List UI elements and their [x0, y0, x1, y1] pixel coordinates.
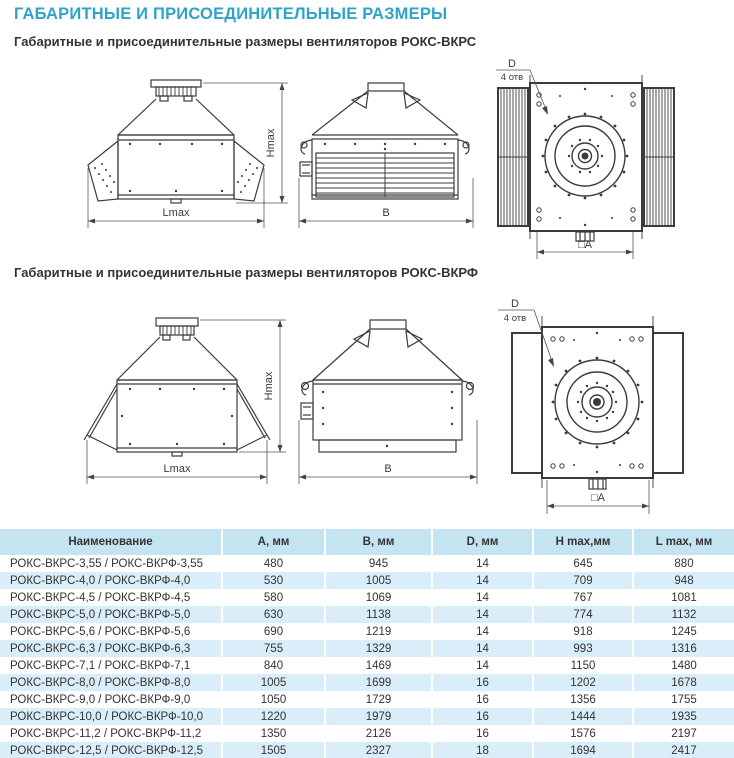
table-row: [0, 708, 734, 725]
model-name-cell: РОКС-ВКРС-8,0 / РОКС-ВКРФ-8,0: [0, 674, 222, 691]
dimension-value-cell: 2197: [633, 725, 734, 742]
dimension-value-cell: 1220: [222, 708, 325, 725]
table-body: [0, 555, 734, 758]
dimension-value-cell: 755: [222, 640, 325, 657]
table-row: [0, 640, 734, 657]
table-row: [0, 674, 734, 691]
model-name-cell: РОКС-ВКРС-4,0 / РОКС-ВКРФ-4,0: [0, 572, 222, 589]
dimension-value-cell: 1005: [325, 572, 432, 589]
dimension-value-cell: 1329: [325, 640, 432, 657]
column-header: Наименование: [0, 529, 222, 555]
dimension-label-a-square: □A: [578, 239, 592, 251]
dimension-value-cell: 1350: [222, 725, 325, 742]
dimension-value-cell: 1316: [633, 640, 734, 657]
model-name-cell: РОКС-ВКРС-6,3 / РОКС-ВКРФ-6,3: [0, 640, 222, 657]
table-row: [0, 572, 734, 589]
dimension-value-cell: 630: [222, 606, 325, 623]
dimension-value-cell: 1219: [325, 623, 432, 640]
dimension-value-cell: 1132: [633, 606, 734, 623]
dimension-value-cell: 2327: [325, 742, 432, 758]
dimension-value-cell: 2126: [325, 725, 432, 742]
table-row: [0, 555, 734, 572]
dimension-value-cell: 1245: [633, 623, 734, 640]
dimension-value-cell: 18: [432, 742, 533, 758]
dimension-label-lmax: Lmax: [162, 207, 190, 219]
table-row: [0, 691, 734, 708]
hole-diameter-label-d: D: [508, 58, 516, 70]
model-name-cell: РОКС-ВКРС-9,0 / РОКС-ВКРФ-9,0: [0, 691, 222, 708]
dimension-value-cell: 1005: [222, 674, 325, 691]
dimension-value-cell: 1138: [325, 606, 432, 623]
model-name-cell: РОКС-ВКРС-5,6 / РОКС-ВКРФ-5,6: [0, 623, 222, 640]
section-subtitle-vkrs: Габаритные и присоединительные размеры вентиляторов РОКС-ВКРС: [14, 34, 477, 49]
dimension-value-cell: 880: [633, 555, 734, 572]
dimension-value-cell: 1150: [533, 657, 633, 674]
dimensions-table: [0, 529, 734, 758]
dimension-value-cell: 14: [432, 623, 533, 640]
model-name-cell: РОКС-ВКРС-12,5 / РОКС-ВКРФ-12,5: [0, 742, 222, 758]
column-header: H max,мм: [533, 529, 633, 555]
dimension-value-cell: 1469: [325, 657, 432, 674]
page-title: ГАБАРИТНЫЕ И ПРИСОЕДИНИТЕЛЬНЫЕ РАЗМЕРЫ: [14, 5, 448, 23]
dimension-value-cell: 16: [432, 674, 533, 691]
dimension-value-cell: 16: [432, 725, 533, 742]
dimension-label-hmax: Hmax: [263, 371, 275, 401]
table-row: [0, 725, 734, 742]
dimension-value-cell: 993: [533, 640, 633, 657]
table-row: [0, 657, 734, 674]
dimension-value-cell: 530: [222, 572, 325, 589]
section-subtitle-vkrf: Габаритные и присоединительные размеры вентиляторов РОКС-ВКРФ: [14, 265, 479, 280]
model-name-cell: РОКС-ВКРС-3,55 / РОКС-ВКРФ-3,55: [0, 555, 222, 572]
dimension-value-cell: 945: [325, 555, 432, 572]
model-name-cell: РОКС-ВКРС-5,0 / РОКС-ВКРФ-5,0: [0, 606, 222, 623]
dimension-value-cell: 14: [432, 640, 533, 657]
dimension-value-cell: 14: [432, 572, 533, 589]
dimension-value-cell: 14: [432, 657, 533, 674]
vkrf-side-view-drawing: [295, 288, 490, 525]
dimension-value-cell: 1694: [533, 742, 633, 758]
hole-count-label: 4 отв: [503, 313, 527, 324]
model-name-cell: РОКС-ВКРС-10,0 / РОКС-ВКРФ-10,0: [0, 708, 222, 725]
dimension-value-cell: 14: [432, 555, 533, 572]
dimension-value-cell: 16: [432, 691, 533, 708]
dimension-label-b: B: [384, 463, 392, 475]
column-header: L max, мм: [633, 529, 734, 555]
dimension-value-cell: 645: [533, 555, 633, 572]
table-row: [0, 742, 734, 758]
hole-count-label: 4 отв: [500, 72, 524, 83]
dimension-value-cell: 1444: [533, 708, 633, 725]
dimension-value-cell: 948: [633, 572, 734, 589]
dimension-value-cell: 709: [533, 572, 633, 589]
dimension-label-hmax: Hmax: [265, 128, 277, 158]
dimension-value-cell: 580: [222, 589, 325, 606]
column-header: В, мм: [325, 529, 432, 555]
table-row: [0, 589, 734, 606]
column-header: D, мм: [432, 529, 533, 555]
dimension-value-cell: 2417: [633, 742, 734, 758]
dimension-value-cell: 1755: [633, 691, 734, 708]
table-row: [0, 606, 734, 623]
dimension-value-cell: 16: [432, 708, 533, 725]
dimension-value-cell: 14: [432, 606, 533, 623]
dimension-value-cell: 1576: [533, 725, 633, 742]
table-row: [0, 623, 734, 640]
dimension-value-cell: 1081: [633, 589, 734, 606]
column-header: А, мм: [222, 529, 325, 555]
dimension-label-b: B: [382, 207, 390, 219]
dimension-label-lmax: Lmax: [163, 463, 191, 475]
dimension-value-cell: 480: [222, 555, 325, 572]
dimension-value-cell: 840: [222, 657, 325, 674]
dimension-value-cell: 690: [222, 623, 325, 640]
dimension-value-cell: 1480: [633, 657, 734, 674]
vkrs-top-view-drawing: [490, 56, 734, 261]
dimension-value-cell: 774: [533, 606, 633, 623]
dimension-value-cell: 1699: [325, 674, 432, 691]
vkrf-front-view-drawing: [10, 288, 300, 525]
dimension-label-a-square: □A: [591, 492, 605, 504]
dimension-value-cell: 918: [533, 623, 633, 640]
dimension-value-cell: 1505: [222, 742, 325, 758]
vkrf-top-view-drawing: [490, 288, 734, 525]
dimension-value-cell: 1202: [533, 674, 633, 691]
dimension-value-cell: 1979: [325, 708, 432, 725]
table-header-row: [0, 529, 734, 555]
dimension-value-cell: 1935: [633, 708, 734, 725]
model-name-cell: РОКС-ВКРС-11,2 / РОКС-ВКРФ-11,2: [0, 725, 222, 742]
vkrs-front-view-drawing: [10, 56, 300, 261]
model-name-cell: РОКС-ВКРС-4,5 / РОКС-ВКРФ-4,5: [0, 589, 222, 606]
dimension-value-cell: 14: [432, 589, 533, 606]
dimension-value-cell: 1729: [325, 691, 432, 708]
model-name-cell: РОКС-ВКРС-7,1 / РОКС-ВКРФ-7,1: [0, 657, 222, 674]
hole-diameter-label-d: D: [511, 298, 519, 310]
dimension-value-cell: 1678: [633, 674, 734, 691]
dimension-value-cell: 1050: [222, 691, 325, 708]
dimension-value-cell: 767: [533, 589, 633, 606]
vkrs-side-view-drawing: [295, 56, 490, 261]
dimension-value-cell: 1356: [533, 691, 633, 708]
dimension-value-cell: 1069: [325, 589, 432, 606]
